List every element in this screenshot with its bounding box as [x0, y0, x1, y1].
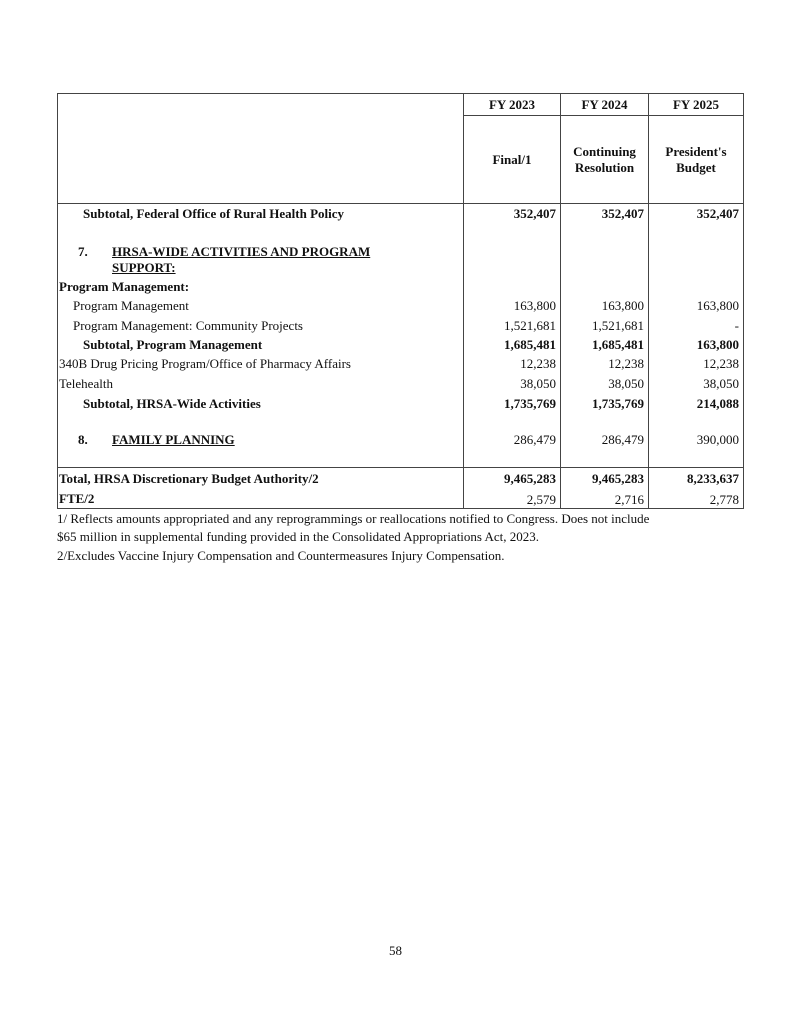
table-row	[58, 355, 744, 374]
footnote-line: 1/ Reflects amounts appropriated and any reprogrammings or reallocations notified to Congress. Does not include	[57, 511, 650, 526]
budget-table	[57, 93, 744, 509]
row-label-text: Telehealth	[59, 375, 113, 391]
row-label-text: Subtotal, Federal Office of Rural Health Policy	[83, 206, 345, 222]
value-cell: 12,238	[649, 355, 744, 374]
table-row	[58, 297, 744, 316]
row-label	[58, 204, 464, 225]
row-label	[58, 491, 464, 509]
table-row	[58, 204, 744, 225]
row-label	[58, 225, 464, 277]
section-number: 7.	[78, 243, 88, 259]
row-label	[58, 336, 464, 355]
section-number: 8.	[78, 432, 88, 448]
row-label	[58, 394, 464, 414]
row-label	[58, 316, 464, 336]
table-row	[58, 468, 744, 491]
value-cell: 214,088	[649, 394, 744, 414]
footnote-2: 2/Excludes Vaccine Injury Compensation and Countermeasures Injury Compensation.	[57, 548, 505, 563]
col-year: FY 2024	[561, 94, 649, 116]
row-label	[58, 468, 464, 491]
col-sub-line: Budget	[676, 159, 716, 175]
row-label-text: Total, HRSA Discretionary Budget Authority/2	[59, 471, 319, 487]
row-label	[58, 374, 464, 394]
row-label-text: Subtotal, HRSA-Wide Activities	[83, 395, 261, 411]
row-label	[58, 355, 464, 374]
value-cell: 12,238	[561, 355, 649, 374]
section-title: FAMILY PLANNING	[112, 432, 235, 448]
value-cell: 9,465,283	[561, 468, 649, 491]
header-blank-cell	[58, 94, 464, 204]
row-label-text: 340B Drug Pricing Program/Office of Pharmacy Affairs	[59, 356, 351, 371]
row-label	[58, 277, 464, 297]
table-row	[58, 414, 744, 468]
value-cell: 352,407	[561, 204, 649, 225]
value-cell: 38,050	[561, 374, 649, 394]
value-cell	[649, 277, 744, 297]
value-cell: 390,000	[649, 414, 744, 468]
value-cell: 163,800	[464, 297, 561, 316]
value-cell: 1,735,769	[464, 394, 561, 414]
row-label-text: Program Management:	[59, 278, 190, 294]
value-cell: 163,800	[649, 297, 744, 316]
table-row	[58, 374, 744, 394]
value-cell: 286,479	[561, 414, 649, 468]
value-cell: 38,050	[464, 374, 561, 394]
value-cell: 286,479	[464, 414, 561, 468]
value-cell: 163,800	[649, 336, 744, 355]
value-cell	[561, 225, 649, 277]
table-row	[58, 277, 744, 297]
value-cell: -	[649, 316, 744, 336]
value-cell: 352,407	[464, 204, 561, 225]
value-cell: 163,800	[561, 297, 649, 316]
value-cell: 2,716	[561, 491, 649, 509]
page-number: 58	[389, 943, 402, 958]
value-cell: 38,050	[649, 374, 744, 394]
value-cell: 1,735,769	[561, 394, 649, 414]
value-cell	[561, 277, 649, 297]
value-cell: 2,579	[464, 491, 561, 509]
col-sub-line: Resolution	[574, 159, 635, 175]
value-cell: 2,778	[649, 491, 744, 509]
col-year: FY 2025	[649, 94, 744, 116]
table-row	[58, 316, 744, 336]
value-cell: 1,521,681	[561, 316, 649, 336]
section-title: SUPPORT:	[112, 259, 176, 275]
row-label-text: FTE/2	[59, 491, 95, 507]
value-cell: 8,233,637	[649, 468, 744, 491]
col-sub-line: Final/1	[492, 151, 532, 167]
row-label	[58, 297, 464, 316]
row-label-text: Program Management: Community Projects	[73, 317, 303, 333]
value-cell	[464, 277, 561, 297]
value-cell: 352,407	[649, 204, 744, 225]
value-cell: 1,521,681	[464, 316, 561, 336]
footnote-1	[57, 510, 649, 546]
col-sub-line: President's	[665, 143, 727, 159]
col-year: FY 2023	[464, 94, 561, 116]
row-label-text: Program Management	[73, 298, 189, 313]
table-row	[58, 225, 744, 277]
value-cell: 12,238	[464, 355, 561, 374]
col-subheader	[464, 116, 561, 204]
value-cell: 1,685,481	[561, 336, 649, 355]
table-row	[58, 491, 744, 509]
col-subheader	[649, 116, 744, 204]
col-sub-line: Continuing	[573, 143, 636, 159]
value-cell: 1,685,481	[464, 336, 561, 355]
value-cell	[649, 225, 744, 277]
row-label-text: Subtotal, Program Management	[83, 337, 263, 352]
col-subheader	[561, 116, 649, 204]
value-cell	[464, 225, 561, 277]
table-row	[58, 336, 744, 355]
value-cell: 9,465,283	[464, 468, 561, 491]
section-title: HRSA-WIDE ACTIVITIES AND PROGRAM	[112, 243, 371, 259]
footnote-line: $65 million in supplemental funding provided in the Consolidated Appropriations Act, 2023.	[57, 529, 540, 544]
table-row	[58, 394, 744, 414]
row-label	[58, 414, 464, 468]
